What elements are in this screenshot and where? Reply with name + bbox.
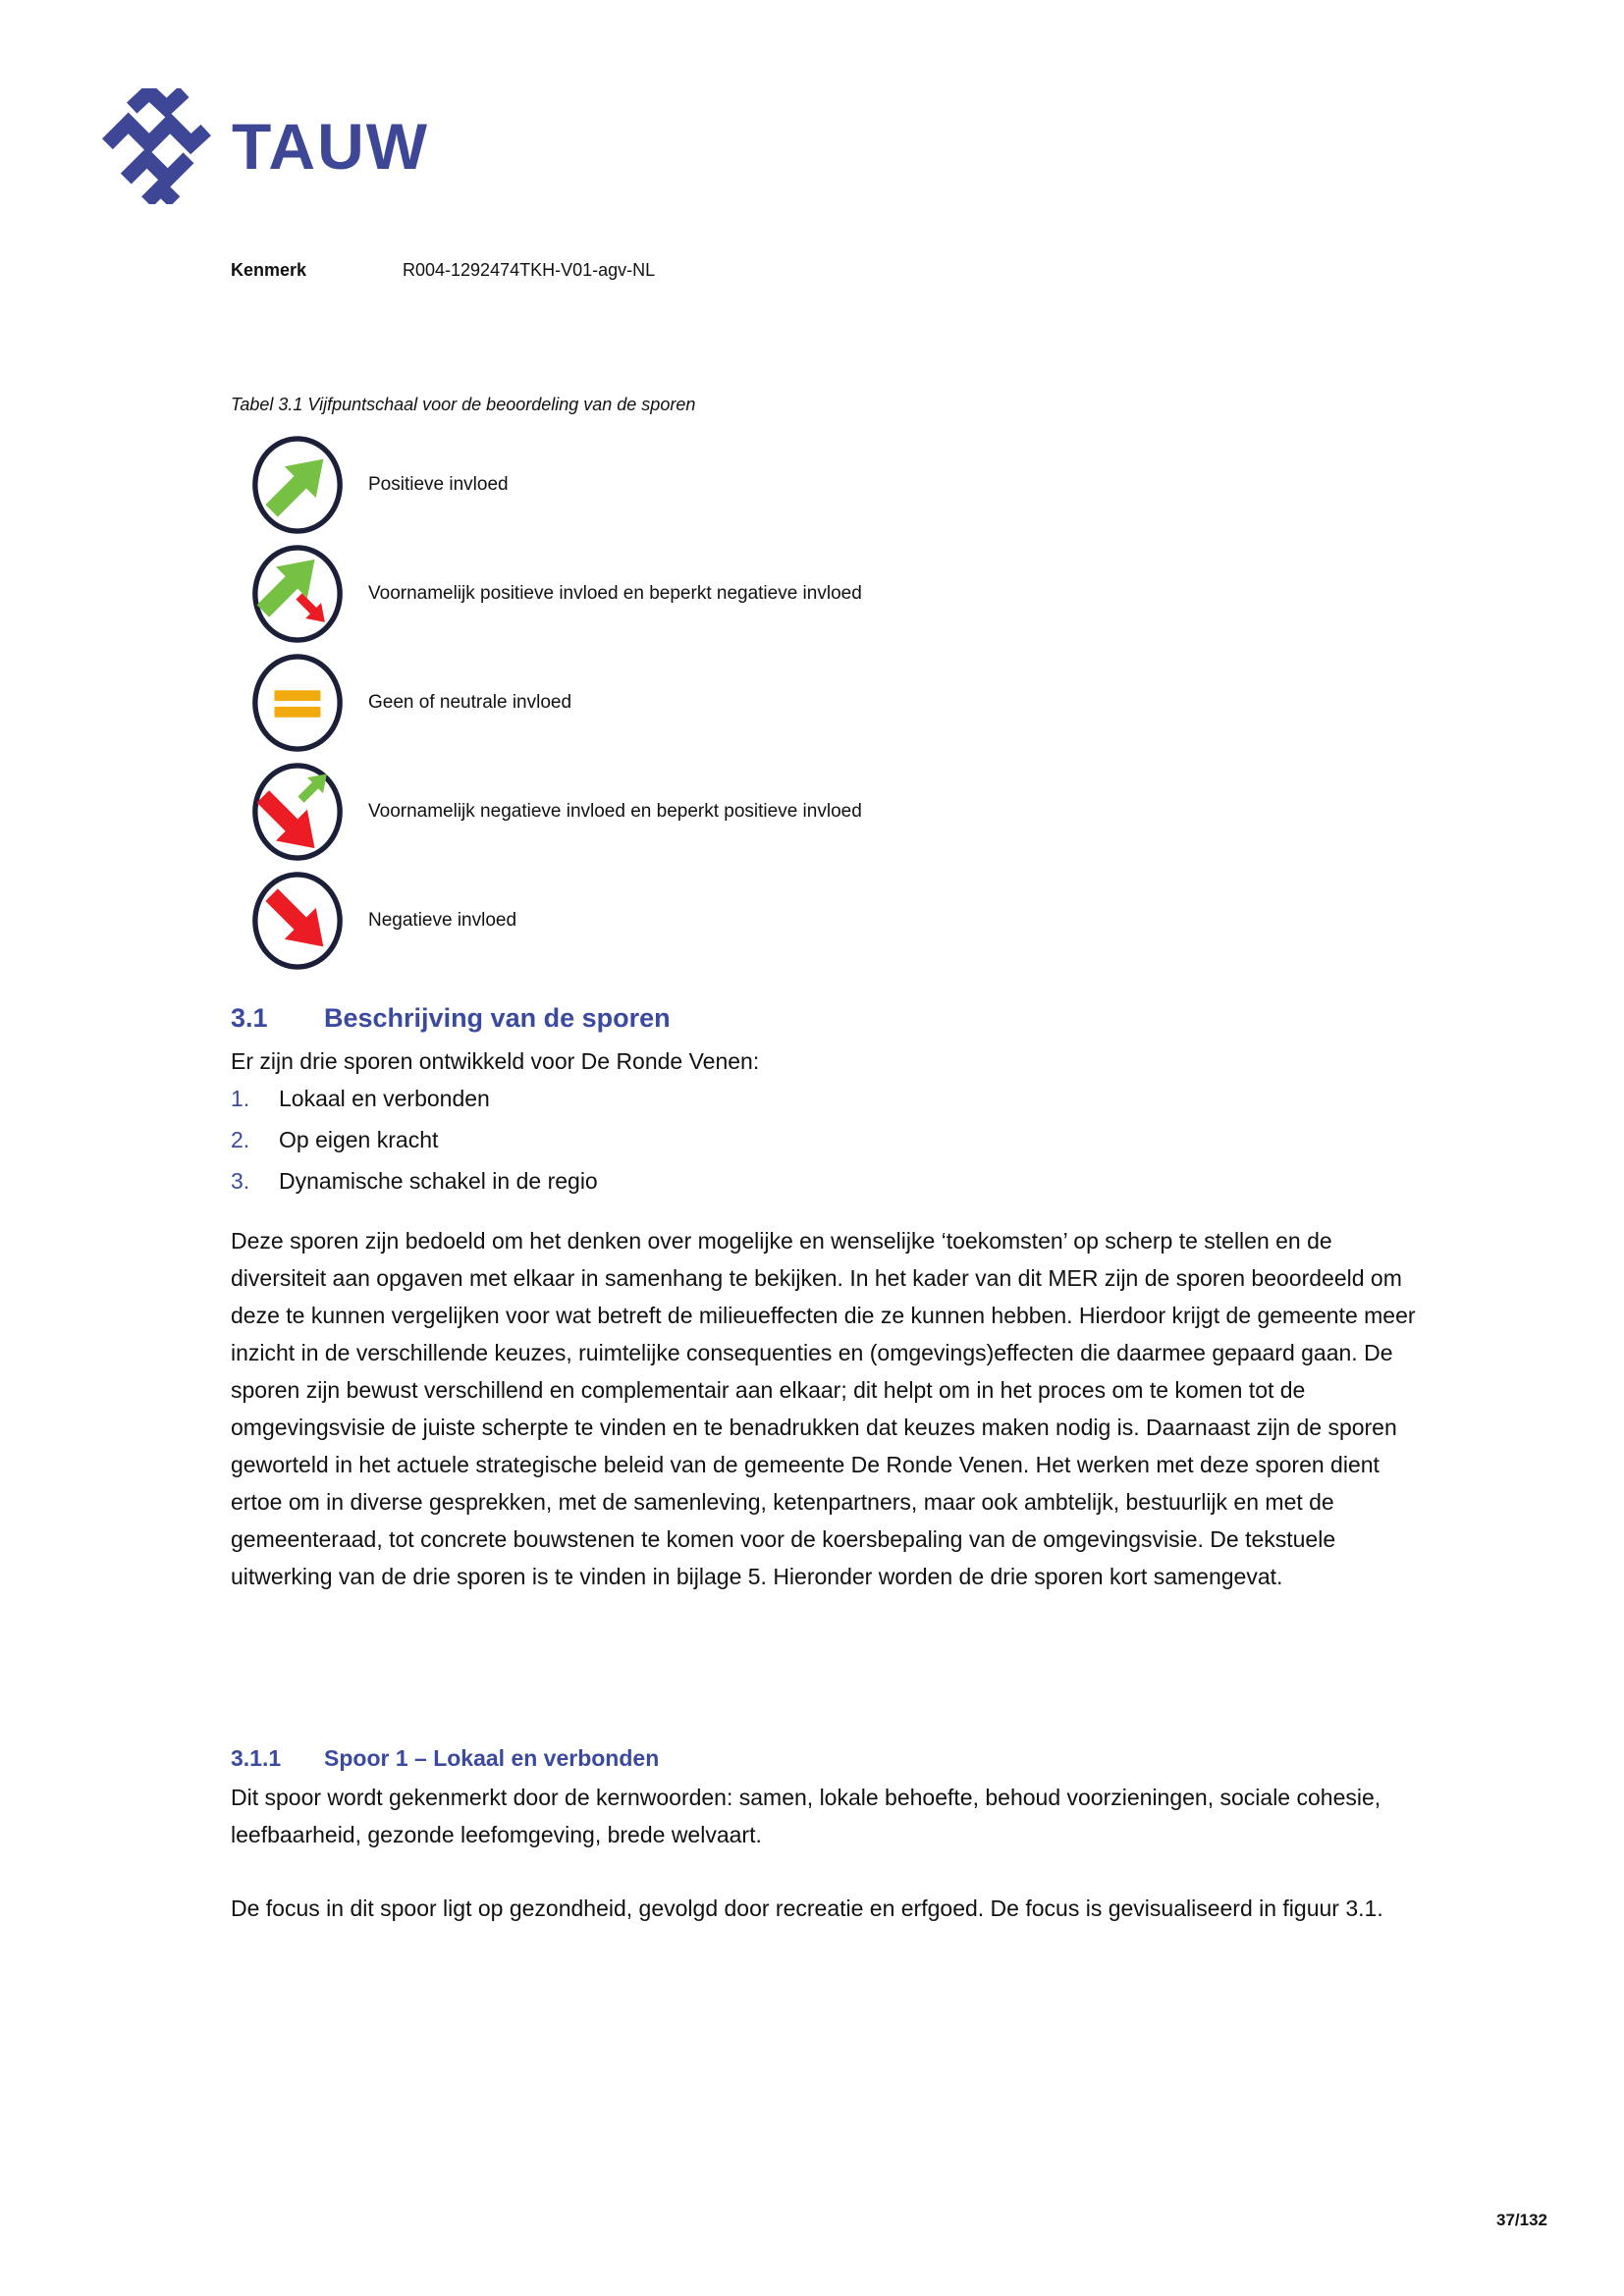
negative-influence-icon xyxy=(248,871,347,971)
positive-influence-icon xyxy=(248,435,347,535)
legend-label: Geen of neutrale invloed xyxy=(368,692,572,713)
list-item-text: Op eigen kracht xyxy=(279,1127,439,1152)
section-heading xyxy=(231,1003,671,1034)
subsection-paragraph-1: Dit spoor wordt gekenmerkt door de kernwoorden: samen, lokale behoefte, behoud voorzieningen, sociale cohesie, leefbaarheid, gezonde leefomgeving, brede welvaart. xyxy=(231,1785,1381,1847)
mostly-positive-influence-icon xyxy=(248,544,347,644)
numbered-list xyxy=(231,1086,598,1209)
legend-label: Positieve invloed xyxy=(368,474,509,495)
tauw-logo xyxy=(98,88,429,204)
legend-row xyxy=(248,871,1328,971)
subsection-number: 3.1.1 xyxy=(231,1745,282,1771)
section-title: Beschrijving van de sporen xyxy=(324,1003,671,1033)
subsection-paragraph-2: De focus in dit spoor ligt op gezondheid, gevolgd door recreatie en erfgoed. De focus is gevisualiseerd in figuur 3.1. xyxy=(231,1896,1383,1921)
list-item-number: 2. xyxy=(231,1127,250,1152)
document-reference-row xyxy=(231,260,655,281)
neutral-influence-icon xyxy=(248,653,347,753)
kenmerk-value: R004-1292474TKH-V01-agv-NL xyxy=(403,260,656,280)
list-item-text: Dynamische schakel in de regio xyxy=(279,1168,598,1194)
subsection-heading xyxy=(231,1745,659,1772)
list-item xyxy=(231,1086,598,1112)
legend-row xyxy=(248,544,1328,644)
list-item xyxy=(231,1127,598,1153)
legend-row xyxy=(248,762,1328,862)
legend-label: Voornamelijk positieve invloed en beperkt negatieve invloed xyxy=(368,583,862,604)
list-item xyxy=(231,1168,598,1195)
list-item-number: 3. xyxy=(231,1168,250,1194)
rating-scale-legend xyxy=(248,435,1328,980)
section-number: 3.1 xyxy=(231,1003,268,1033)
section-body-paragraph: Deze sporen zijn bedoeld om het denken over mogelijke en wenselijke ‘toekomsten’ op scherp te stellen en de diversiteit aan opgaven met elkaar in samenhang te bekijken. In het kader van dit MER zijn de sporen beoordeeld om deze te kunnen vergelijken voor wat betreft de milieueffecten die ze kunnen hebben. Hierdoor krijgt de gemeente meer inzicht in de verschillende keuzes, ruimtelijke consequenties en (omgevings)effecten die daarmee gepaard gaan. De sporen zijn bewust verschillend en complementair aan elkaar; dit helpt om in het proces om te komen tot de omgevingsvisie de juiste scherpte te vinden en te benadrukken dat keuzes maken nodig is. Daarnaast zijn de sporen geworteld in het actuele strategische beleid van de gemeente De Ronde Venen. Het werken met deze sporen dient ertoe om in diverse gesprekken, met de samenleving, ketenpartners, maar ook ambtelijk, bestuurlijk en met de gemeenteraad, tot concrete bouwstenen te komen voor de koersbepaling van de omgevingsvisie. De tekstuele uitwerking van de drie sporen is te vinden in bijlage 5. Hieronder worden de drie sporen kort samengevat. xyxy=(231,1228,1416,1589)
kenmerk-label: Kenmerk xyxy=(231,260,307,280)
tauw-logo-icon xyxy=(98,88,214,204)
legend-row xyxy=(248,653,1328,753)
legend-label: Negatieve invloed xyxy=(368,910,517,931)
subsection-title: Spoor 1 – Lokaal en verbonden xyxy=(324,1745,660,1771)
list-item-text: Lokaal en verbonden xyxy=(279,1086,490,1111)
mostly-negative-influence-icon xyxy=(248,762,347,862)
logo-wordmark: TAUW xyxy=(232,110,430,183)
page-number: 37/132 xyxy=(1496,2211,1547,2229)
legend-row xyxy=(248,435,1328,535)
legend-label: Voornamelijk negatieve invloed en beperkt positieve invloed xyxy=(368,801,862,822)
section-intro: Er zijn drie sporen ontwikkeld voor De Ronde Venen: xyxy=(231,1048,760,1074)
table-caption: Tabel 3.1 Vijfpuntschaal voor de beoordeling van de sporen xyxy=(231,395,696,414)
list-item-number: 1. xyxy=(231,1086,250,1111)
